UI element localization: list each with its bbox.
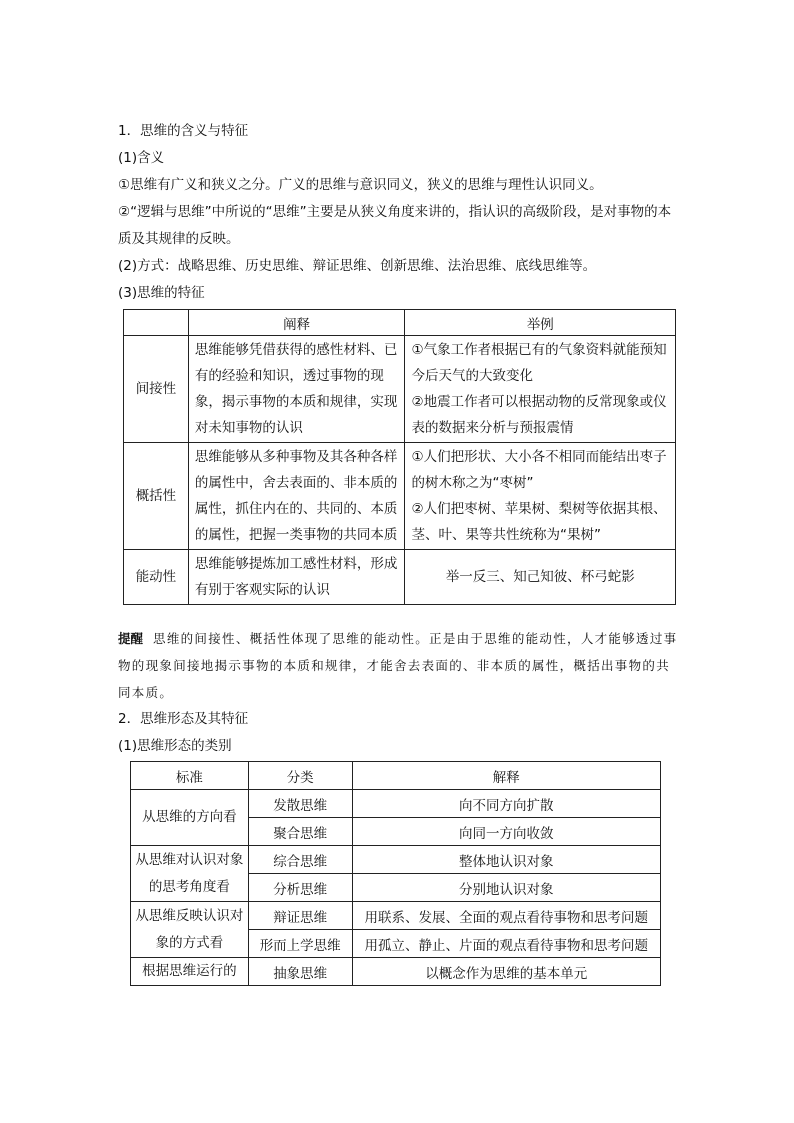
- type-cell: 形而上学思维: [248, 930, 352, 958]
- standard-cell: 从思维的方向看: [131, 790, 249, 846]
- feature-label: 间接性: [124, 336, 189, 443]
- reminder-text: 思维的间接性、概括性体现了思维的能动性。正是由于思维的能动性，人才能够透过事物的现象间接地揭示事物的本质和规律，才能舍去表面的、非本质的属性，概括出事物的共同本质。: [118, 631, 678, 700]
- feature-example-2: ②人们把枣树、苹果树、梨树等依据其根、茎、叶、果等共性统称为“果树”: [411, 501, 667, 543]
- table-row: [124, 443, 676, 550]
- feature-example-2: ②地震工作者可以根据动物的反常现象或仪表的数据来分析与预报震情: [411, 394, 667, 436]
- type-cell: 分析思维: [248, 874, 352, 902]
- section1-heading: 1．思维的含义与特征: [118, 123, 249, 139]
- feature-example-1: ①人们把形状、大小各不相同而能结出枣子的树木称之为“枣树”: [411, 449, 667, 491]
- table-row: [131, 846, 661, 874]
- desc-cell: 用孤立、静止、片面的观点看待事物和思考问题: [352, 930, 660, 958]
- type-cell: 抽象思维: [248, 958, 352, 986]
- desc-cell: 以概念作为思维的基本单元: [352, 958, 660, 986]
- table-row: [124, 336, 676, 443]
- features-table: [123, 309, 676, 605]
- desc-cell: 向不同方向扩散: [352, 790, 660, 818]
- feature-explain: 思维能够提炼加工感性材料，形成有别于客观实际的认识: [188, 550, 405, 605]
- categories-title: (1)思维形态的类别: [118, 738, 232, 754]
- desc-cell: 向同一方向收敛: [352, 818, 660, 846]
- feature-example: [405, 336, 676, 443]
- meaning-paragraph-2: ②“逻辑与思维”中所说的“思维”主要是从狭义角度来讲的，指认识的高级阶段，是对事物的本质及其规律的反映。: [118, 204, 672, 247]
- reminder-note: [118, 625, 678, 706]
- header-cell-blank: [124, 310, 189, 336]
- table-row: [131, 958, 661, 986]
- standard-cell: 根据思维运行的: [131, 958, 249, 986]
- header-cell-example: 举例: [405, 310, 676, 336]
- table-row: [124, 550, 676, 605]
- table-row: [131, 902, 661, 930]
- feature-example: [405, 443, 676, 550]
- features-title: (3)思维的特征: [118, 285, 205, 301]
- feature-example-1: ①气象工作者根据已有的气象资料就能预知今后天气的大致变化: [411, 342, 667, 384]
- header-cell-standard: 标准: [131, 762, 249, 790]
- feature-label: 能动性: [124, 550, 189, 605]
- desc-cell: 整体地认识对象: [352, 846, 660, 874]
- standard-cell: 从思维反映认识对象的方式看: [131, 902, 249, 958]
- meaning-paragraph-1: ①思维有广义和狭义之分。广义的思维与意识同义，狭义的思维与理性认识同义。: [118, 177, 603, 193]
- header-cell-desc: 解释: [352, 762, 660, 790]
- feature-label: 概括性: [124, 443, 189, 550]
- reminder-label: 提醒: [118, 631, 144, 646]
- type-cell: 辩证思维: [248, 902, 352, 930]
- header-cell-explain: 阐释: [188, 310, 405, 336]
- feature-explain: 思维能够凭借获得的感性材料、已有的经验和知识，透过事物的现象，揭示事物的本质和规律，实现对未知事物的认识: [188, 336, 405, 443]
- type-cell: 聚合思维: [248, 818, 352, 846]
- categories-table: [130, 761, 661, 986]
- document-page: [118, 118, 678, 986]
- desc-cell: 用联系、发展、全面的观点看待事物和思考问题: [352, 902, 660, 930]
- features-table-header: [124, 310, 676, 336]
- categories-table-header: [131, 762, 661, 790]
- standard-cell: 从思维对认识对象的思考角度看: [131, 846, 249, 902]
- feature-example-1: 举一反三、知己知彼、杯弓蛇影: [405, 550, 676, 605]
- thinking-ways: (2)方式：战略思维、历史思维、辩证思维、创新思维、法治思维、底线思维等。: [118, 258, 597, 274]
- type-cell: 发散思维: [248, 790, 352, 818]
- meaning-title: (1)含义: [118, 150, 165, 166]
- table-row: [131, 790, 661, 818]
- type-cell: 综合思维: [248, 846, 352, 874]
- desc-cell: 分别地认识对象: [352, 874, 660, 902]
- header-cell-type: 分类: [248, 762, 352, 790]
- section2-heading: 2．思维形态及其特征: [118, 711, 249, 727]
- feature-explain: 思维能够从多种事物及其各种各样的属性中，舍去表面的、非本质的属性，抓住内在的、共同的、本质的属性，把握一类事物的共同本质: [188, 443, 405, 550]
